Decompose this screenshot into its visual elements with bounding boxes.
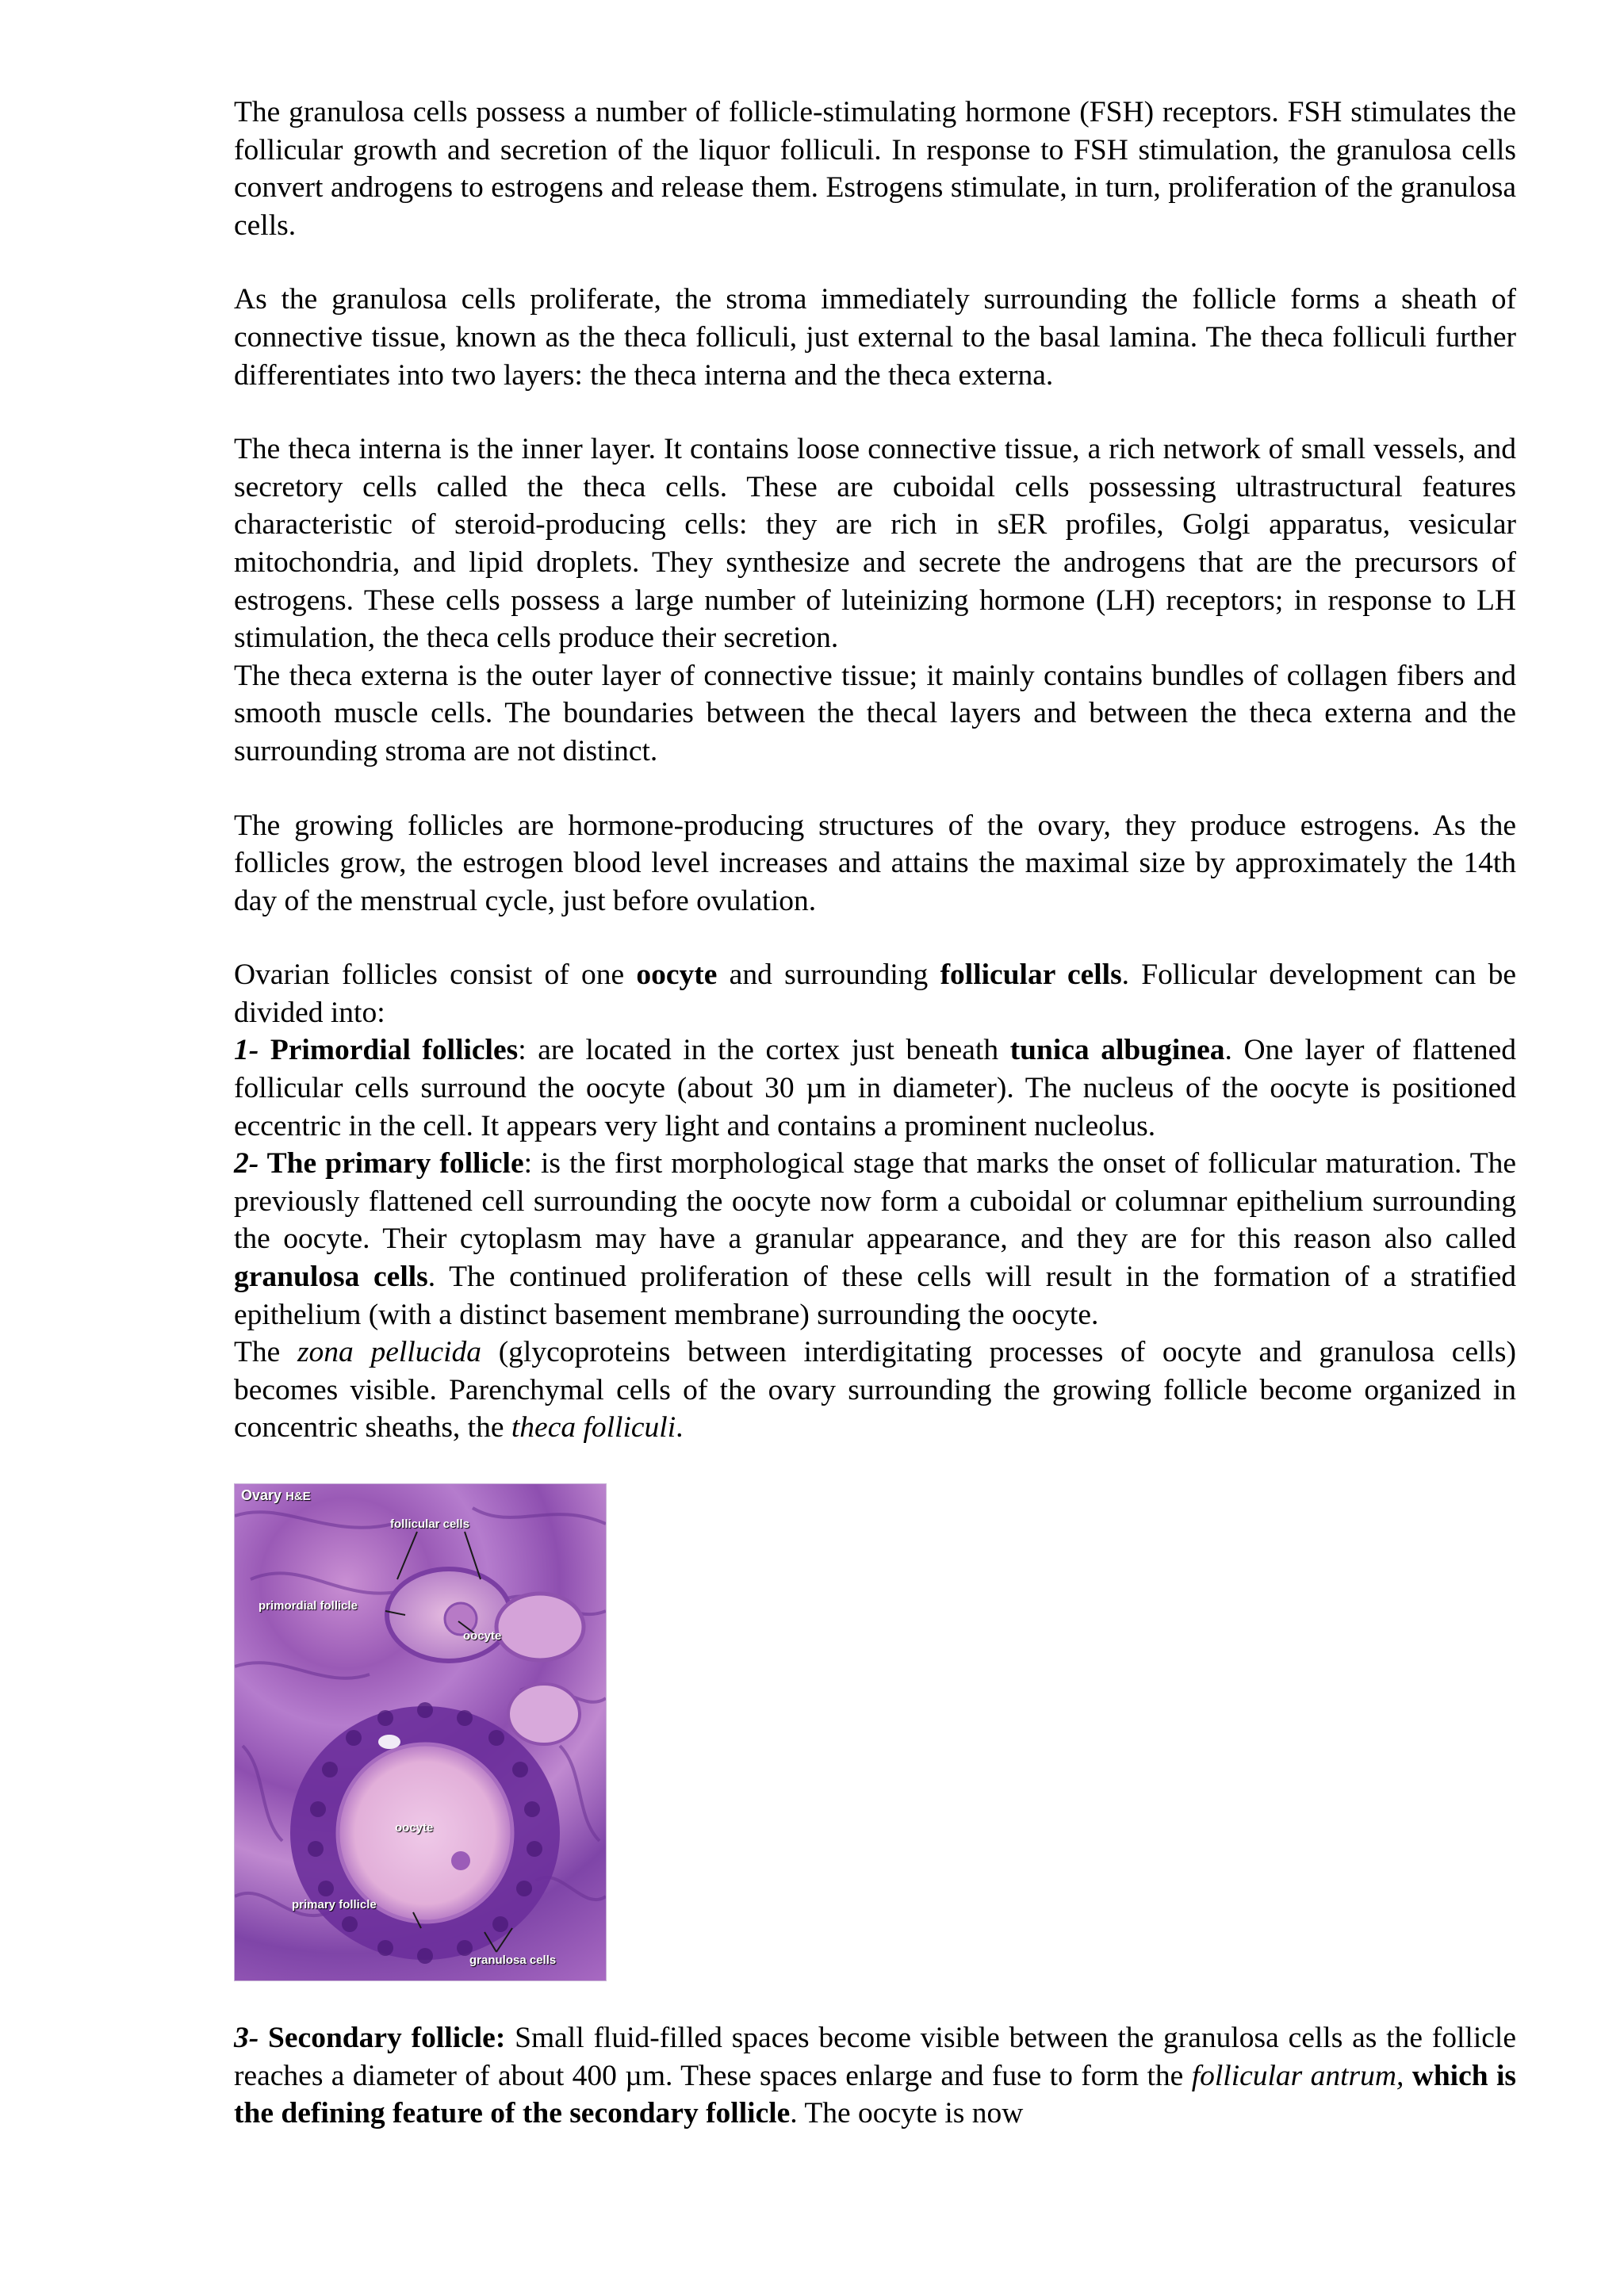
text-span: . Follicular development can be divided into: [234, 959, 1516, 1029]
item-number-3: 3- [234, 2022, 259, 2054]
term-theca-folliculi: theca folliculi [511, 1411, 676, 1445]
text-span: and surrounding [717, 959, 940, 992]
item-number-1: 1- [234, 1034, 259, 1067]
text-span: . The continued proliferation of these cells will result in the formation of a stratified epithelium (with a distinct basement membrane) surrounding the oocyte. [234, 1261, 1516, 1331]
text-span: . One layer of flattened follicular cells surround the oocyte (about 30 µm in diameter). The nucleus of the oocyte is positioned eccentric in the cell. It appears very light and contains a prominent nucleolus. [234, 1034, 1516, 1142]
label-primary-follicle: primary follicle [292, 1898, 377, 1911]
text-span: The [234, 1336, 297, 1369]
paragraph-growing-follicles: The growing follicles are hormone-producing structures of the ovary, they produce estrogens. As the follicles grow, the estrogen blood level increases and attains the maximal size by approximately the 14th day of the menstrual cycle, just before ovulation. [234, 809, 1516, 917]
paragraph-theca-folliculi: As the granulosa cells proliferate, the stroma immediately surrounding the follicle forms a sheath of connective tissue, known as the theca folliculi, just external to the basal lamina. The theca folliculi further differentiates into two layers: the theca interna and the theca externa. [234, 283, 1516, 392]
paragraph-secondary-follicle [234, 2019, 1516, 2133]
paragraph-primary-follicle [234, 1145, 1516, 1334]
paragraph-theca-interna: The theca interna is the inner layer. It contains loose connective tissue, a rich network of small vessels, and secretory cells called the theca cells. These are cuboidal cells possessing ultrastructural features characteristic of steroid-producing cells: they are rich in sER profiles, Golgi apparatus, vesicular mitochondria, and lipid droplets. They synthesize and secrete the androgens that are the precursors of estrogens. These cells possess a large number of luteinizing hormone (LH) receptors; in response to LH stimulation, the theca cells produce their secretion. [234, 433, 1516, 655]
text-span: : is the first morphological stage that marks the onset of follicular maturation. The previously flattened cell surrounding the oocyte now form a cuboidal or columnar epithelium surrounding the oocyte. Their cytoplasm may have a granular appearance, and they are for this reason also called [234, 1147, 1516, 1256]
label-primordial-follicle: primordial follicle [259, 1599, 358, 1613]
heading-primary-follicle: The primary follicle [259, 1147, 524, 1181]
term-granulosa-cells: granulosa cells [234, 1261, 428, 1294]
term-follicular-cells: follicular cells [940, 959, 1122, 992]
document-page [234, 94, 1516, 2133]
item-number-2: 2- [234, 1147, 259, 1181]
heading-primordial-follicles: Primordial follicles [259, 1034, 519, 1067]
defining-feature-statement: which is the defining feature of the secondary follicle [234, 2059, 1516, 2130]
label-oocyte-primordial: oocyte [463, 1629, 502, 1643]
ovary-histology-figure [234, 1483, 607, 1981]
text-span: : are located in the cortex just beneath [518, 1034, 1010, 1067]
term-follicular-antrum: follicular antrum, [1191, 2059, 1404, 2092]
text-span: Small fluid-filled spaces become visible between the granulosa cells as the follicle reaches a diameter of about 400 µm. These spaces enlarge and fuse to form the [234, 2022, 1516, 2092]
paragraph-primordial-follicles [234, 1031, 1516, 1145]
text-span: . The oocyte is now [790, 2097, 1024, 2130]
text-span: (glycoproteins between interdigitating processes of oocyte and granulosa cells) becomes visible. Parenchymal cells of the ovary surrounding the growing follicle become organized in concentric sheaths, the [234, 1336, 1517, 1445]
term-tunica-albuginea: tunica albuginea [1009, 1034, 1225, 1067]
figure-title [241, 1487, 311, 1504]
figure-stain: H&E [285, 1490, 311, 1503]
paragraph-fsh-receptors: The granulosa cells possess a number of follicle-stimulating hormone (FSH) receptors. FSH stimulates the follicular growth and secretion of the liquor folliculi. In response to FSH stimulation, the granulosa cells convert androgens to estrogens and release them. Estrogens stimulate, in turn, proliferation of the granulosa cells. [234, 96, 1516, 242]
paragraph-zona-pellucida [234, 1334, 1516, 1447]
text-span: Ovarian follicles consist of one [234, 959, 637, 992]
label-oocyte-primary: oocyte [395, 1821, 434, 1835]
figure-title-text: Ovary [241, 1487, 282, 1503]
term-oocyte: oocyte [636, 959, 718, 992]
text-span: . [676, 1411, 684, 1445]
term-zona-pellucida: zona pellucida [297, 1336, 482, 1369]
label-follicular-cells: follicular cells [390, 1517, 470, 1531]
histology-illustration [235, 1484, 606, 1980]
label-granulosa-cells: granulosa cells [469, 1954, 557, 1967]
paragraph-ovarian-follicles [234, 956, 1516, 1031]
heading-secondary-follicle: Secondary follicle: [259, 2022, 506, 2054]
paragraph-theca-externa: The theca externa is the outer layer of connective tissue; it mainly contains bundles of collagen fibers and smooth muscle cells. The boundaries between the thecal layers and between the theca externa and the surrounding stroma are not distinct. [234, 659, 1516, 767]
